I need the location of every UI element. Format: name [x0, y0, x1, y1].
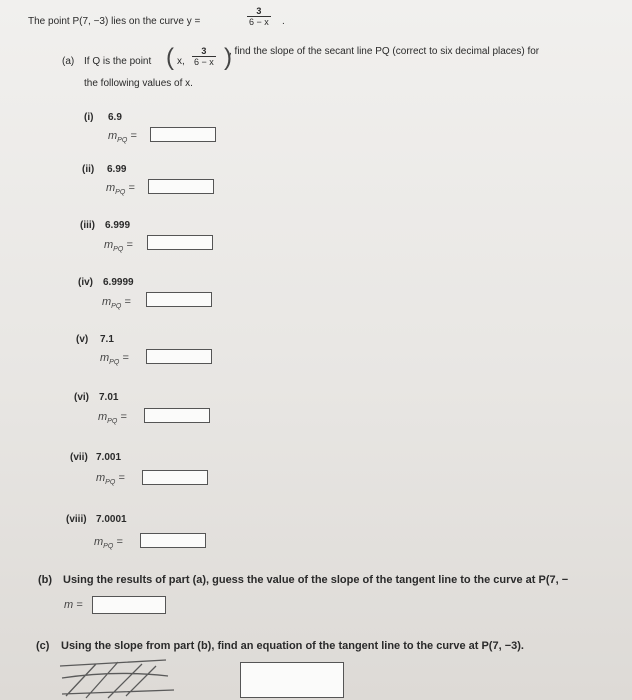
intro-fraction-denominator: 6 − x	[249, 17, 269, 27]
answer-input-iv[interactable]	[146, 292, 212, 307]
part-b-m-label: m =	[64, 599, 83, 611]
m-pq-label: $m_{PQ}$ =	[94, 536, 123, 551]
part-b-label: (b)	[38, 574, 53, 586]
m-pq-label: $m_{PQ}$ =	[106, 182, 135, 197]
m-pq-label: $m_{PQ}$ =	[102, 296, 131, 311]
part-a-fraction-denominator: 6 − x	[194, 57, 214, 67]
m-pq-label: $m_{PQ}$ =	[108, 130, 137, 145]
item-value: 7.01	[99, 392, 119, 403]
item-label: (ii)	[82, 164, 95, 175]
m-pq-label: $m_{PQ}$ =	[100, 352, 129, 367]
intro-suffix: .	[282, 16, 285, 27]
slope-answer-input[interactable]	[92, 596, 166, 614]
answer-input-viii[interactable]	[140, 533, 206, 548]
part-a-fraction	[192, 46, 216, 67]
answer-input-vii[interactable]	[142, 470, 208, 485]
item-label: (i)	[84, 112, 94, 123]
item-value: 6.9999	[103, 277, 134, 288]
intro-fraction	[247, 6, 271, 27]
pencil-scribble	[56, 656, 176, 700]
m-pq-label: $m_{PQ}$ =	[98, 411, 127, 426]
item-value: 7.0001	[96, 514, 127, 525]
part-a-fraction-numerator: 3	[192, 46, 216, 57]
tangent-equation-input[interactable]	[240, 662, 344, 698]
item-value: 6.999	[105, 220, 131, 231]
open-paren: (	[166, 44, 174, 71]
item-label: (vi)	[74, 392, 89, 403]
intro-fraction-numerator: 3	[247, 6, 271, 17]
part-a-text2: , find the slope of the secant line PQ (correct to six decimal places) for	[229, 46, 540, 57]
item-value: 7.1	[100, 334, 114, 345]
answer-input-iii[interactable]	[147, 235, 213, 250]
answer-input-ii[interactable]	[148, 179, 214, 194]
item-label: (iv)	[78, 277, 93, 288]
item-label: (v)	[76, 334, 89, 345]
answer-input-vi[interactable]	[144, 408, 210, 423]
part-a-text3: the following values of x.	[84, 78, 193, 89]
intro-text: The point P(7, −3) lies on the curve y =	[28, 16, 201, 27]
part-c-text: Using the slope from part (b), find an equation of the tangent line to the curve at P(7, −3).	[61, 640, 524, 652]
part-b-text: Using the results of part (a), guess the value of the slope of the tangent line to the curve at P(7, −	[63, 574, 569, 586]
part-c-label: (c)	[36, 640, 50, 652]
item-label: (iii)	[80, 220, 95, 231]
item-value: 7.001	[96, 452, 122, 463]
point-x: x,	[177, 56, 185, 67]
answer-input-i[interactable]	[150, 127, 216, 142]
item-label: (viii)	[66, 514, 87, 525]
answer-input-v[interactable]	[146, 349, 212, 364]
part-a-text1: If Q is the point	[84, 56, 152, 67]
close-paren: )	[224, 44, 232, 71]
item-label: (vii)	[70, 452, 88, 463]
part-a-label: (a)	[62, 56, 75, 67]
item-value: 6.99	[107, 164, 127, 175]
m-pq-label: $m_{PQ}$ =	[104, 239, 133, 254]
m-pq-label: $m_{PQ}$ =	[96, 472, 125, 487]
item-value: 6.9	[108, 112, 122, 123]
